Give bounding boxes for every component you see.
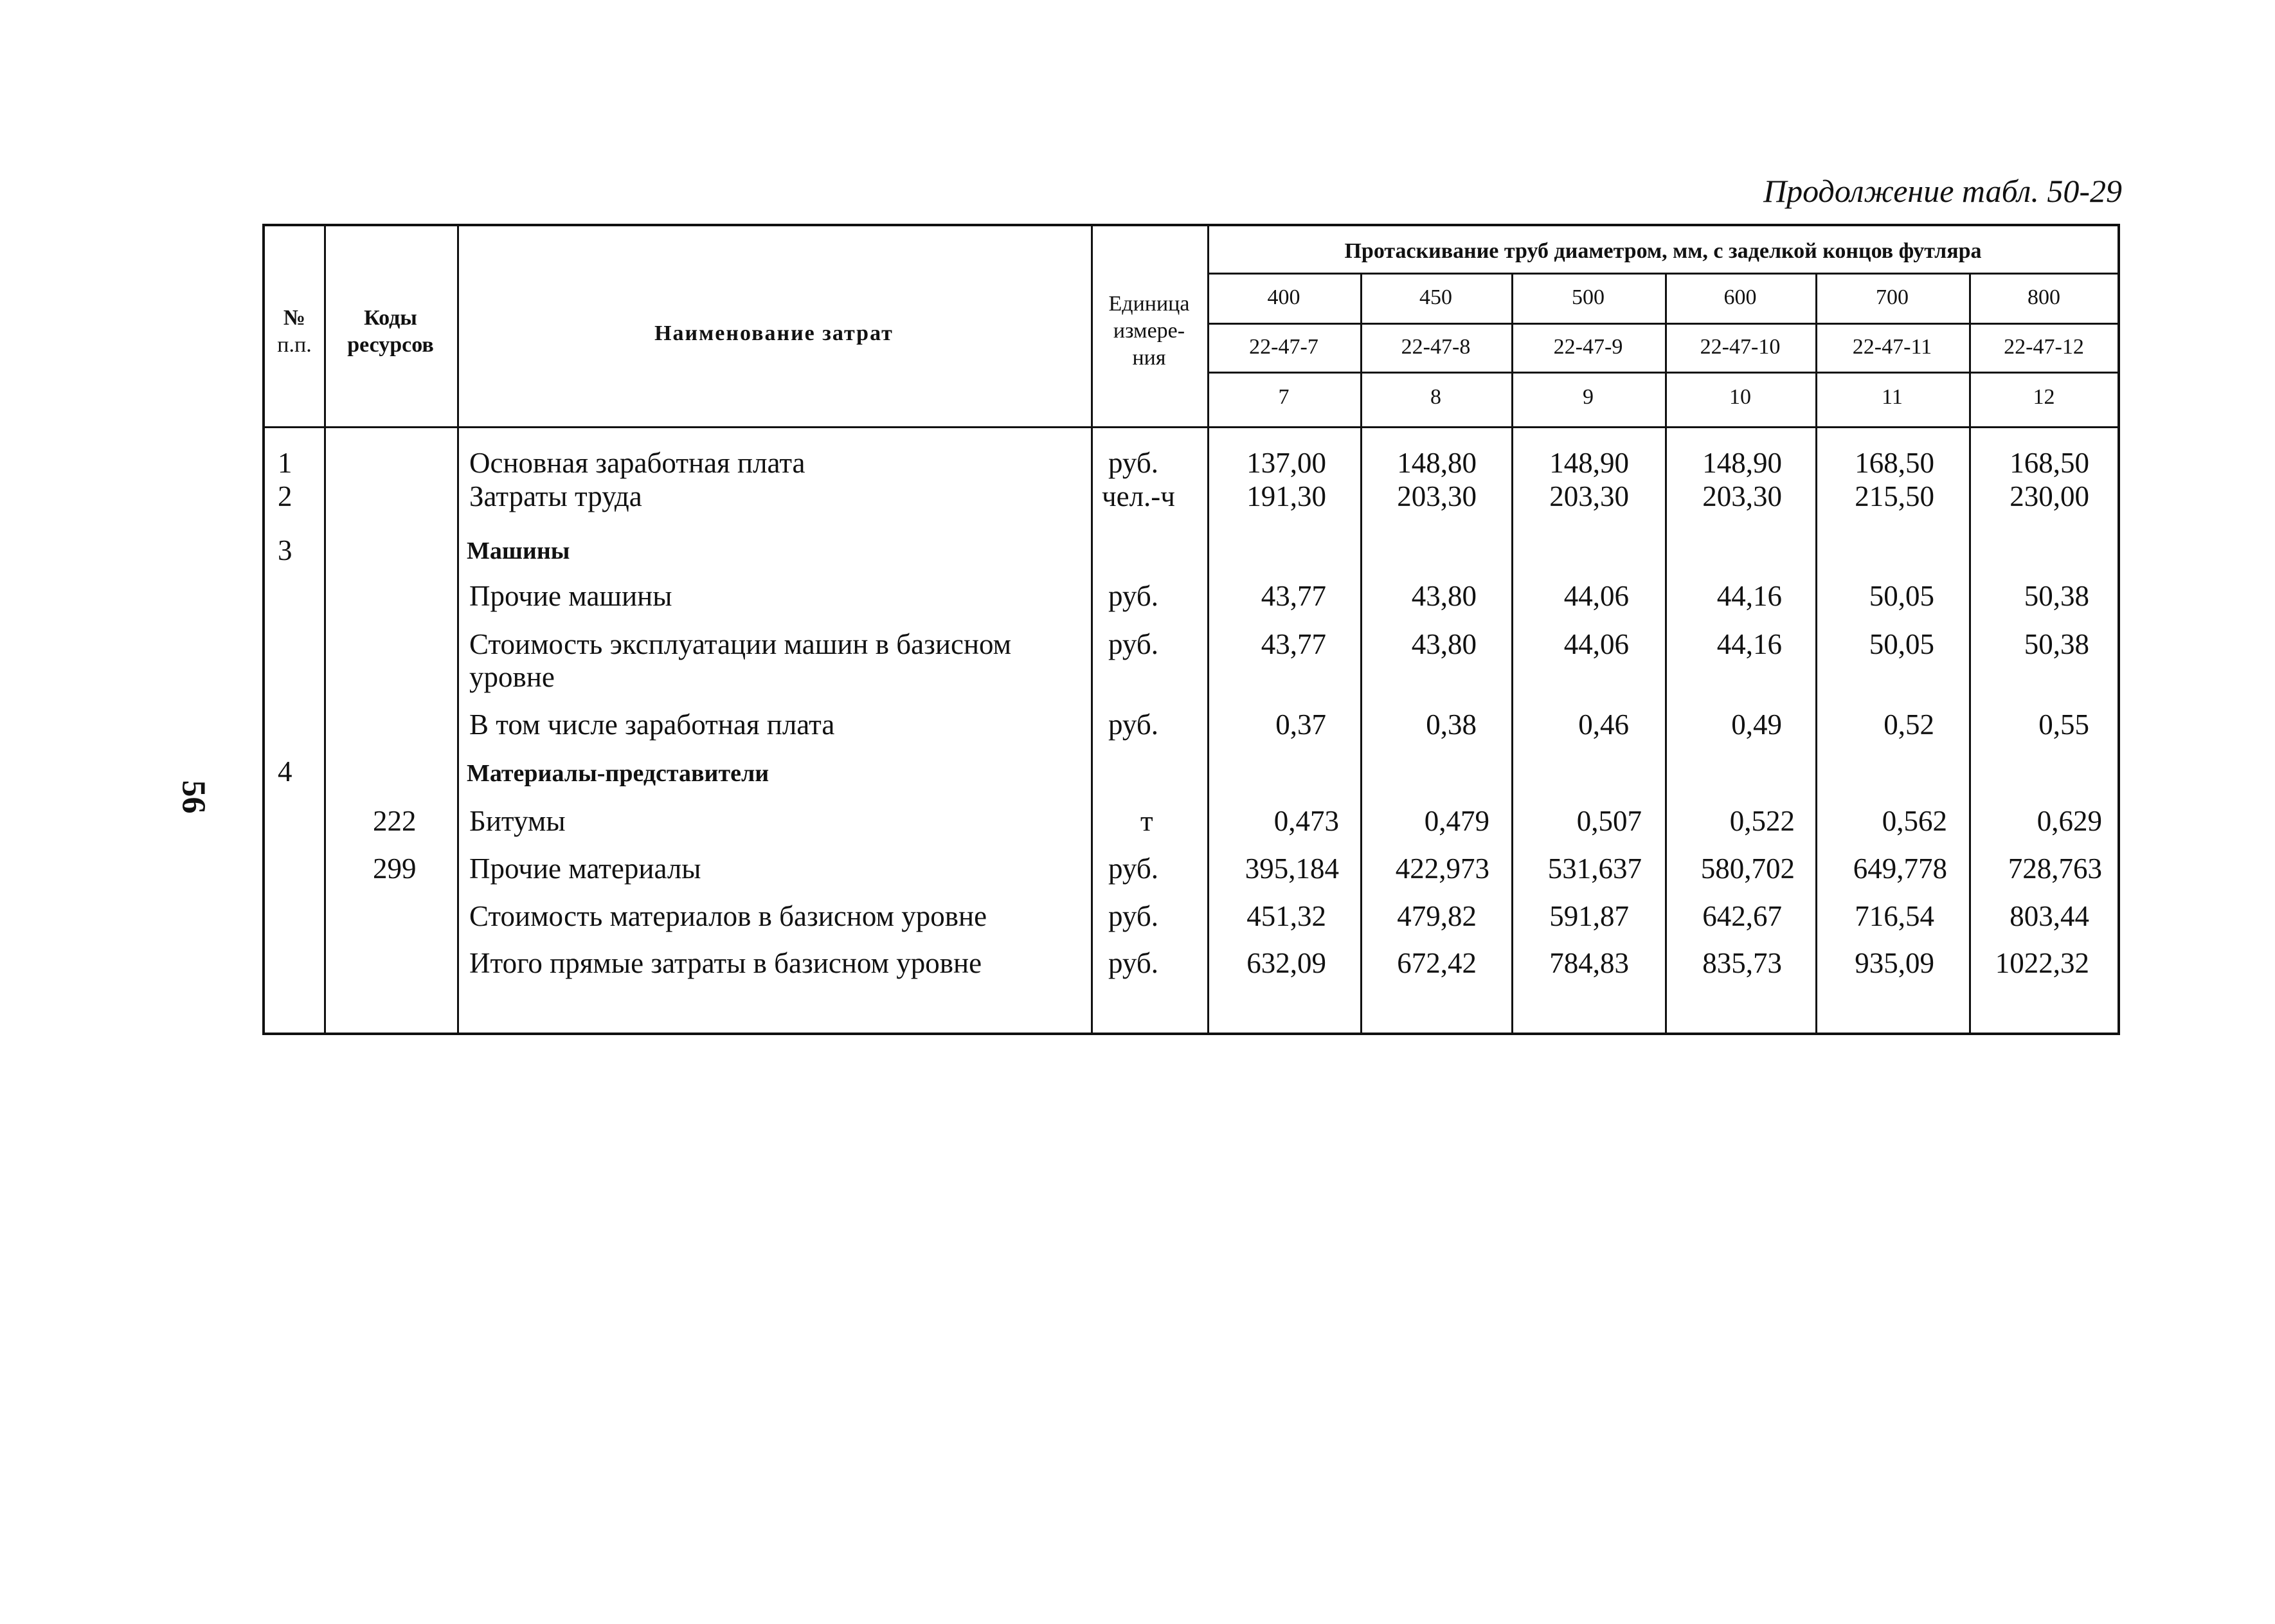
diameter-700: 700 xyxy=(1876,285,1909,309)
row-name: Стоимость материалов в базисном уровне xyxy=(469,900,987,932)
row-name-cont: уровне xyxy=(469,661,555,693)
row-value: 0,562 xyxy=(1882,805,1947,837)
row-name: Итого прямые затраты в базисном уровне xyxy=(469,947,982,979)
rule xyxy=(1207,323,2119,325)
row-value: 803,44 xyxy=(2010,900,2089,932)
row-value: 43,80 xyxy=(1411,628,1477,660)
row-name: Затраты труда xyxy=(469,480,642,512)
diameter-800: 800 xyxy=(2028,285,2060,309)
code-22-47-7: 22-47-7 xyxy=(1249,335,1318,359)
row-value: 0,479 xyxy=(1424,805,1489,837)
col-number-11: 11 xyxy=(1882,385,1903,409)
col-number-12: 12 xyxy=(2033,385,2055,409)
row-no: 3 xyxy=(278,534,292,566)
row-value: 43,77 xyxy=(1261,580,1326,612)
table-caption: Продолжение табл. 50-29 xyxy=(1763,173,2122,209)
row-value: 50,05 xyxy=(1869,580,1934,612)
cost-table xyxy=(262,224,2120,1035)
row-value: 203,30 xyxy=(1702,480,1782,512)
row-unit: руб. xyxy=(1108,708,1158,741)
row-value: 168,50 xyxy=(1855,447,1934,479)
section-title: Машины xyxy=(467,537,570,564)
col-number-9: 9 xyxy=(1583,385,1594,409)
row-value: 0,38 xyxy=(1426,708,1477,741)
header-unit-1: Единица xyxy=(1108,292,1190,316)
row-no: 1 xyxy=(278,447,292,479)
row-value: 168,50 xyxy=(2010,447,2089,479)
row-unit: руб. xyxy=(1108,447,1158,479)
row-unit: руб. xyxy=(1108,947,1158,979)
row-value: 191,30 xyxy=(1246,480,1326,512)
row-value: 215,50 xyxy=(1855,480,1934,512)
rule xyxy=(265,426,2119,428)
row-value: 50,38 xyxy=(2024,628,2089,660)
row-unit: чел.-ч xyxy=(1102,480,1175,512)
row-name: Стоимость эксплуатации машин в базисном xyxy=(469,628,1012,660)
header-num-1: № xyxy=(283,306,306,330)
row-unit: т xyxy=(1140,805,1153,837)
header-num-2: п.п. xyxy=(277,333,312,357)
rule xyxy=(1207,372,2119,374)
row-value: 1022,32 xyxy=(1995,947,2089,979)
row-value: 632,09 xyxy=(1246,947,1326,979)
col-number-7: 7 xyxy=(1278,385,1290,409)
row-name: Битумы xyxy=(469,805,566,837)
row-name: Прочие материалы xyxy=(469,853,701,885)
diameter-600: 600 xyxy=(1723,285,1757,309)
row-value: 44,06 xyxy=(1563,580,1629,612)
page-number: 56 xyxy=(175,780,212,814)
row-value: 395,184 xyxy=(1245,853,1339,885)
code-22-47-9: 22-47-9 xyxy=(1553,335,1623,359)
row-value: 531,637 xyxy=(1547,853,1642,885)
header-unit-3: ния xyxy=(1132,346,1166,370)
row-value: 148,80 xyxy=(1397,447,1477,479)
col-number-10: 10 xyxy=(1729,385,1751,409)
row-name: В том числе заработная плата xyxy=(469,708,835,741)
row-value: 642,67 xyxy=(1702,900,1782,932)
row-value: 591,87 xyxy=(1549,900,1629,932)
header-codes-2: ресурсов xyxy=(347,333,434,357)
row-value: 649,778 xyxy=(1853,853,1947,885)
row-value: 44,16 xyxy=(1716,628,1782,660)
code-22-47-8: 22-47-8 xyxy=(1401,335,1471,359)
rule xyxy=(457,226,459,1034)
diameter-500: 500 xyxy=(1572,285,1605,309)
row-value: 148,90 xyxy=(1549,447,1629,479)
row-value: 479,82 xyxy=(1397,900,1477,932)
row-value: 0,473 xyxy=(1273,805,1339,837)
row-value: 44,16 xyxy=(1716,580,1782,612)
row-no: 2 xyxy=(278,480,292,512)
row-value: 43,77 xyxy=(1261,628,1326,660)
row-unit: руб. xyxy=(1108,853,1158,885)
row-value: 784,83 xyxy=(1549,947,1629,979)
row-name: Основная заработная плата xyxy=(469,447,805,479)
row-value: 835,73 xyxy=(1702,947,1782,979)
row-value: 44,06 xyxy=(1563,628,1629,660)
row-value: 935,09 xyxy=(1855,947,1934,979)
row-value: 230,00 xyxy=(2010,480,2089,512)
row-code: 299 xyxy=(373,853,417,885)
row-unit: руб. xyxy=(1108,628,1158,660)
row-value: 43,80 xyxy=(1411,580,1477,612)
row-value: 0,55 xyxy=(2038,708,2089,741)
row-value: 422,973 xyxy=(1395,853,1489,885)
row-value: 0,507 xyxy=(1576,805,1642,837)
row-value: 137,00 xyxy=(1246,447,1326,479)
row-value: 672,42 xyxy=(1397,947,1477,979)
row-value: 203,30 xyxy=(1397,480,1477,512)
row-value: 50,38 xyxy=(2024,580,2089,612)
row-value: 0,46 xyxy=(1578,708,1629,741)
row-name: Прочие машины xyxy=(469,580,672,612)
row-value: 580,702 xyxy=(1700,853,1795,885)
row-unit: руб. xyxy=(1108,900,1158,932)
row-value: 203,30 xyxy=(1549,480,1629,512)
header-codes-1: Коды xyxy=(364,306,417,330)
code-22-47-10: 22-47-10 xyxy=(1700,335,1781,359)
row-value: 50,05 xyxy=(1869,628,1934,660)
row-value: 0,49 xyxy=(1731,708,1782,741)
code-22-47-11: 22-47-11 xyxy=(1852,335,1932,359)
row-value: 0,52 xyxy=(1884,708,1934,741)
header-group-title: Протаскивание труб диаметром, мм, с заделкой концов футляра xyxy=(1344,239,1982,263)
rule xyxy=(1207,273,2119,275)
row-unit: руб. xyxy=(1108,580,1158,612)
row-value: 0,522 xyxy=(1729,805,1795,837)
row-value: 0,37 xyxy=(1275,708,1326,741)
row-value: 0,629 xyxy=(2037,805,2102,837)
col-number-8: 8 xyxy=(1430,385,1441,409)
header-name: Наименование затрат xyxy=(654,321,894,345)
section-title: Материалы-представители xyxy=(467,760,769,787)
row-value: 716,54 xyxy=(1855,900,1934,932)
diameter-450: 450 xyxy=(1419,285,1452,309)
code-22-47-12: 22-47-12 xyxy=(2004,335,2084,359)
row-code: 222 xyxy=(373,805,417,837)
row-value: 148,90 xyxy=(1702,447,1782,479)
row-no: 4 xyxy=(278,755,292,788)
diameter-400: 400 xyxy=(1267,285,1300,309)
row-value: 451,32 xyxy=(1246,900,1326,932)
header-unit-2: измере- xyxy=(1113,319,1185,343)
row-value: 728,763 xyxy=(2008,853,2102,885)
